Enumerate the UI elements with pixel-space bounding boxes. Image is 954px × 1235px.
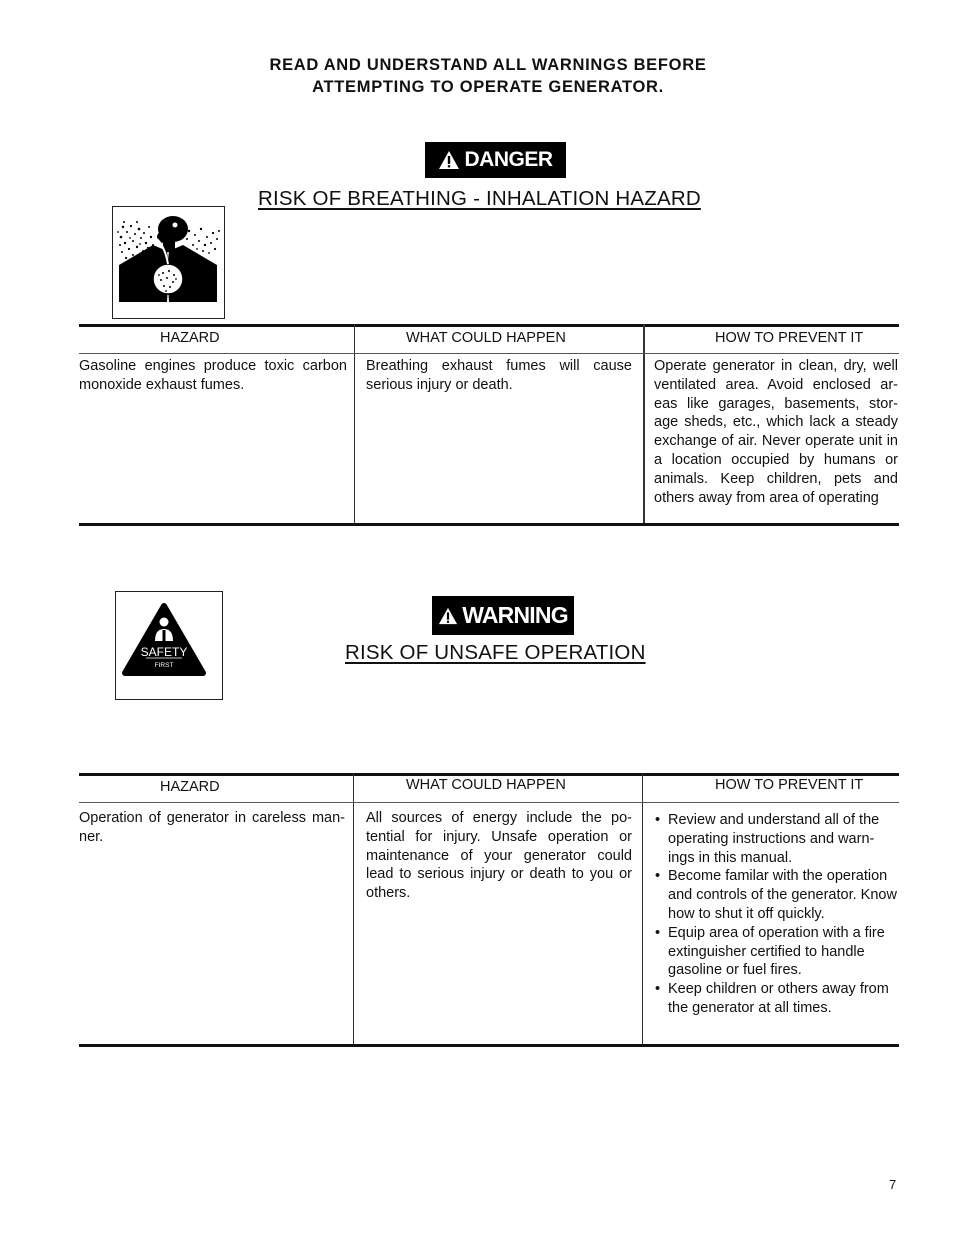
column-header-how-to-prevent: HOW TO PREVENT IT <box>715 777 864 793</box>
table-bottom-rule <box>79 1044 899 1047</box>
warning-triangle-icon <box>438 150 460 170</box>
page-number: 7 <box>889 1177 897 1192</box>
safety-first-icon <box>115 591 223 700</box>
hazard-cell: Gasoline engines produce toxic carbon monoxide exhaust fumes. <box>79 358 347 393</box>
list-item: • Review and understand all of the operating instructions and warn-ings in this manual. <box>654 811 899 867</box>
warning-hazard-table <box>79 773 899 1048</box>
list-item: • Become familar with the operation and controls of the generator. Know how to shut it off quickly. <box>654 867 899 923</box>
list-item: • Equip area of operation with a fire extinguisher certified to handle gasoline or fuel fires. <box>654 924 899 980</box>
page-header <box>0 54 954 98</box>
table-bottom-rule <box>79 523 899 526</box>
how-to-prevent-cell <box>654 811 899 1018</box>
what-could-happen-cell: All sources of energy include the po-tential for injury. Unsafe operation or maintenance of your generator could lead to serious injury or death to you or others. <box>366 810 632 902</box>
danger-badge-label: DANGER <box>464 148 553 171</box>
column-header-what-could-happen: WHAT COULD HAPPEN <box>406 777 566 793</box>
warning-risk-title: RISK OF UNSAFE OPERATION <box>345 641 646 664</box>
column-header-hazard: HAZARD <box>160 330 220 346</box>
how-to-prevent-cell: Operate generator in clean, dry, well ventilated area. Avoid enclosed ar-eas like garages, basements, stor-age sheds, etc., which lack a steady exchange of air. Never operate unit in a location occupied by humans or animals. Keep children, pets and others away from area of operating <box>654 358 898 506</box>
table-top-rule <box>79 324 899 327</box>
danger-badge <box>425 142 566 178</box>
prevention-list <box>654 811 899 1018</box>
what-could-happen-cell: Breathing exhaust fumes will cause serious injury or death. <box>366 358 632 393</box>
danger-hazard-table <box>79 324 899 526</box>
header-line-1: READ AND UNDERSTAND ALL WARNINGS BEFORE <box>269 56 707 74</box>
column-header-what-could-happen: WHAT COULD HAPPEN <box>406 330 566 346</box>
danger-risk-title: RISK OF BREATHING - INHALATION HAZARD <box>258 187 701 210</box>
header-rule <box>79 353 899 354</box>
inhalation-hazard-icon <box>112 206 225 319</box>
hazard-cell: Operation of generator in careless man-ner. <box>79 810 345 845</box>
column-divider <box>642 773 643 1045</box>
header-rule <box>79 802 899 803</box>
first-text: FIRST <box>154 662 174 669</box>
safety-text: SAFETY <box>140 645 188 659</box>
column-divider <box>353 773 354 1045</box>
warning-badge <box>432 596 574 635</box>
list-item: • Keep children or others away from the generator at all times. <box>654 980 899 1018</box>
table-top-rule <box>79 773 899 776</box>
column-header-hazard: HAZARD <box>160 779 220 795</box>
header-line-2: ATTEMPTING TO OPERATE GENERATOR. <box>312 78 664 96</box>
column-header-how-to-prevent: HOW TO PREVENT IT <box>715 330 864 346</box>
warning-triangle-icon <box>438 606 458 626</box>
warning-badge-label: WARNING <box>462 602 568 628</box>
